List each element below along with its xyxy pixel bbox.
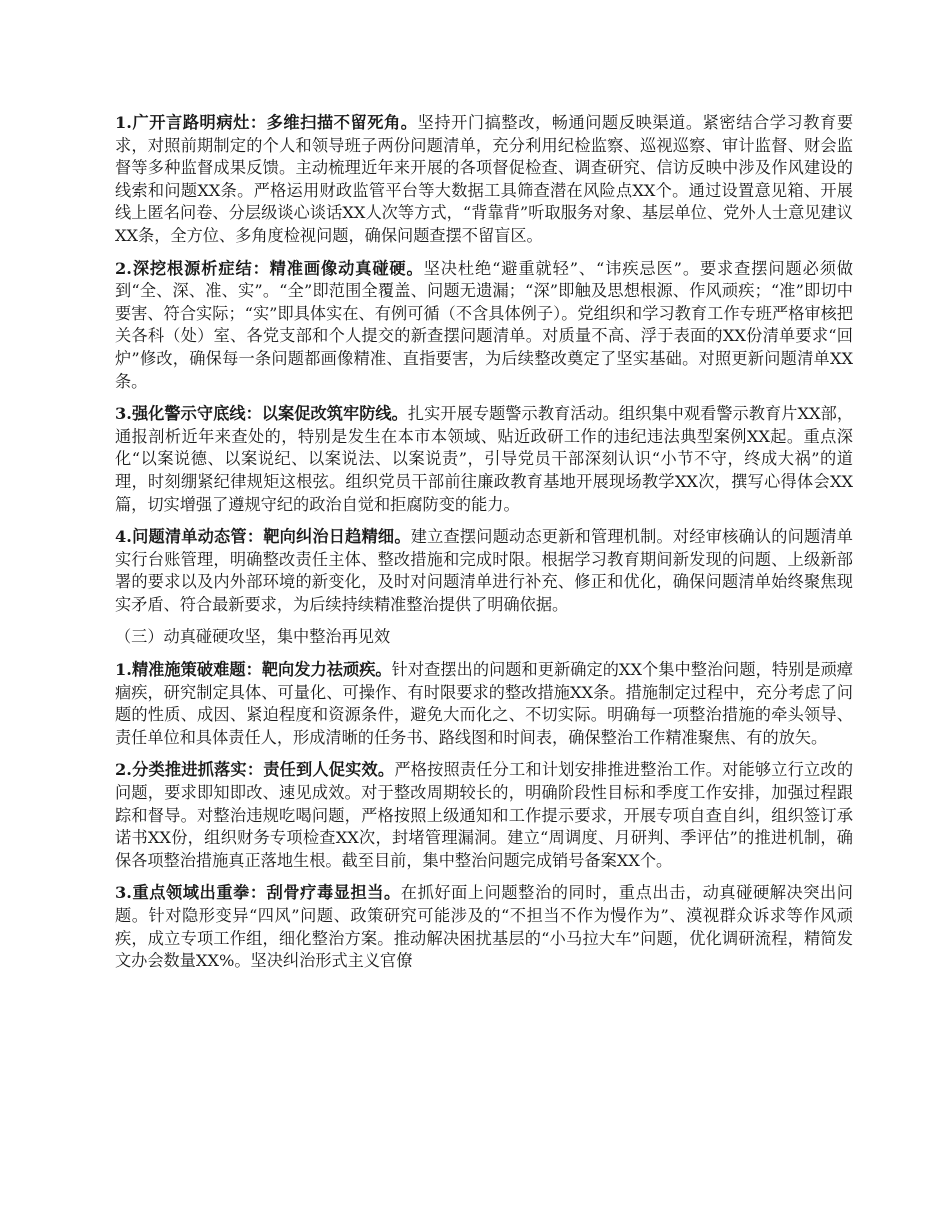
paragraph-2-lead: 2.深挖根源析症结：精准画像动真碰硬。: [115, 258, 424, 278]
section-heading: （三）动真碰硬攻坚，集中整治再见效: [115, 627, 391, 647]
paragraph-4-lead: 4.问题清单动态管：靶向纠治日趋精细。: [115, 527, 411, 547]
paragraph-1-lead: 1.广开言路明病灶：多维扫描不留死角。: [115, 113, 418, 132]
paragraph-5-body: 针对查摆出的问题和更新确定的XX个集中整治问题，特别是顽瘴痼疾，研究制定具体、可量化、可操作、有时限要求的整改措施XX条。措施制定过程中，充分考虑了问题的性质、成因、紧迫程度和资源条件，避免大而化之、不切实际。明确每一项整治措施的牵头领导、责任单位和具体责任人，形成清晰的任务书、路线图和时间表，确保整治工作精准聚焦、有的放矢。: [115, 660, 853, 747]
paragraph-5: [115, 659, 853, 749]
paragraph-6-body: 严格按照责任分工和计划安排推进整治工作。对能够立行立改的问题，要求即知即改、速见成效。对于整改周期较长的，明确阶段性目标和季度工作安排，加强过程跟踪和督导。对整治违规吃喝问题，严格按照上级通知和工作提示要求，开展专项自查自纠，组织签订承诺书XX份，组织财务专项检查XX次，封堵管理漏洞。建立“周调度、月研判、季评估”的推进机制，确保各项整治措施真正落地生根。截至目前，集中整治问题完成销号备案XX个。: [115, 760, 854, 870]
paragraph-7-lead: 3.重点领域出重拳：刮骨疗毒显担当。: [115, 883, 401, 903]
paragraph-3-lead: 3.强化警示守底线：以案促改筑牢防线。: [115, 404, 408, 424]
document-page: [115, 112, 853, 983]
paragraph-4: [115, 526, 853, 616]
paragraph-2-body: 坚决杜绝“避重就轻”、“讳疾忌医”。要求查摆问题必须做到“全、深、准、实”。“全”即范围全覆盖、问题无遗漏；“深”即触及思想根源、作风顽疾；“准”即切中要害、符合实际；“实”即具体实在、有例可循（不含具体例子）。党组织和学习教育工作专班严格审核把关各科（处）室、各党支部和个人提交的新查摆问题清单。对质量不高、浮于表面的XX份清单要求“回炉”修改，确保每一条问题都画像精准、直指要害，为后续整改奠定了坚实基础。对照更新问题清单XX条。: [115, 258, 853, 391]
paragraph-6: [115, 759, 853, 872]
paragraph-3: [115, 403, 853, 516]
paragraph-6-lead: 2.分类推进抓落实：责任到人促实效。: [115, 760, 395, 780]
paragraph-1: [115, 112, 853, 248]
paragraph-7-body: 在抓好面上问题整治的同时，重点出击，动真碰硬解决突出问题。针对隐形变异“四风”问题、政策研究可能涉及的“不担当不作为慢作为”、漠视群众诉求等作风顽疾，成立专项工作组，细化整治方案。推动解决困扰基层的“小马拉大车”问题，优化调研流程，精简发文办会数量XX%。坚决纠治形式主义官僚: [115, 883, 853, 971]
paragraph-7: [115, 882, 853, 972]
paragraph-1-body: 坚持开门搞整改，畅通问题反映渠道。紧密结合学习教育要求，对照前期制定的个人和领导班子两份问题清单，充分利用纪检监察、巡视巡察、审计监督、财会监督等多种监督成果反馈。主动梳理近年来开展的各项督促检查、调查研究、信访反映中涉及作风建设的线索和问题XX条。严格运用财政监管平台等大数据工具筛查潜在风险点XX个。通过设置意见箱、开展线上匿名问卷、分层级谈心谈话XX人次等方式，“背靠背”听取服务对象、基层单位、党外人士意见建议XX条，全方位、多角度检视问题，确保问题查摆不留盲区。: [115, 113, 854, 245]
paragraph-3-body: 扎实开展专题警示教育活动。组织集中观看警示教育片XX部，通报剖析近年来查处的，特别是发生在本市本领域、贴近政研工作的违纪违法典型案例XX起。重点深化“以案说德、以案说纪、以案说法、以案说责”，引导党员干部深刻认识“小节不守，终成大祸”的道理，时刻绷紧纪律规矩这根弦。组织党员干部前往廉政教育基地开展现场教学XX次，撰写心得体会XX篇，切实增强了遵规守纪的政治自觉和拒腐防变的能力。: [115, 404, 854, 514]
paragraph-5-lead: 1.精准施策破难题：靶向发力祛顽疾。: [115, 660, 392, 680]
paragraph-2: [115, 258, 853, 394]
paragraph-4-body: 建立查摆问题动态更新和管理机制。对经审核确认的问题清单实行台账管理，明确整改责任主体、整改措施和完成时限。根据学习教育期间新发现的问题、上级新部署的要求以及内外部环境的新变化，及时对问题清单进行补充、修正和优化，确保问题清单始终聚焦现实矛盾、符合最新要求，为后续持续精准整治提供了明确依据。: [115, 527, 853, 614]
